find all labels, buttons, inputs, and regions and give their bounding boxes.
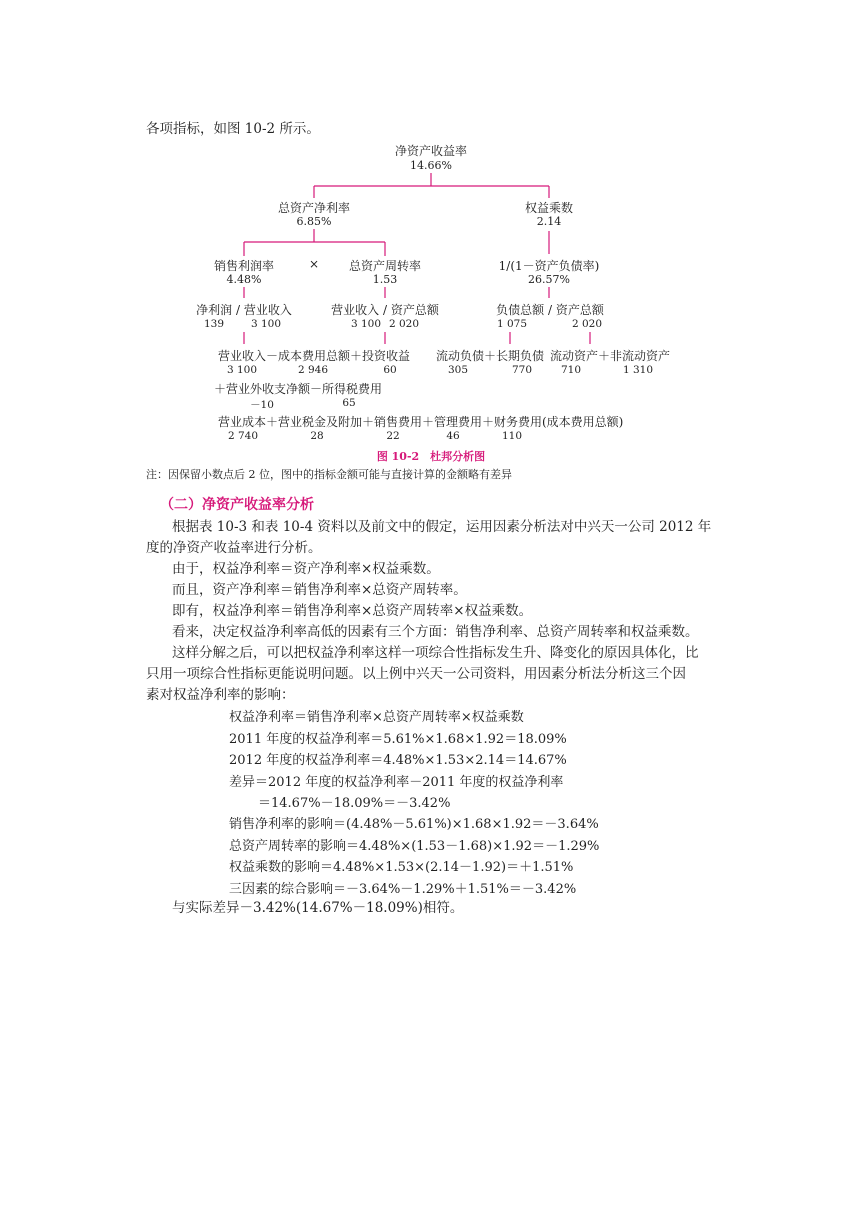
roa-value: 6.85% xyxy=(296,215,332,228)
tat-ratio-v1: 3 100 xyxy=(350,318,382,330)
cost-line-label: 营业成本＋营业税金及附加＋销售费用＋管理费用＋财务费用(成本费用总额) xyxy=(218,415,624,429)
asset-line-v1: 710 xyxy=(560,364,582,376)
paragraph-line: 度的净资产收益率进行分析。 xyxy=(146,540,322,556)
formula-line: 差异＝2012 年度的权益净利率－2011 年度的权益净利率 xyxy=(229,775,564,790)
other-line-v1: －10 xyxy=(250,399,274,411)
dupont-tree-lines xyxy=(0,0,860,470)
formula-line: 总资产周转率的影响＝4.48%×(1.53－1.68)×1.92＝－1.29% xyxy=(229,839,600,854)
other-line-v2: 65 xyxy=(342,397,356,409)
profit-line-v3: 60 xyxy=(383,364,397,376)
times-sign: × xyxy=(308,257,320,271)
profit-line-v2: 2 946 xyxy=(297,364,329,376)
debt-ratio-label: 负债总额 / 资产总额 xyxy=(496,303,604,317)
paragraph-line: 这样分解之后，可以把权益净利率这样一项综合性指标发生升、降变化的原因具体化，比 xyxy=(172,645,699,661)
paragraph-line: 即有，权益净利率＝销售净利率×总资产周转率×权益乘数。 xyxy=(172,603,533,619)
asset-line-label: 流动资产＋非流动资产 xyxy=(550,349,671,363)
tat-ratio-label: 营业收入 / 资产总额 xyxy=(331,303,439,317)
debt-line-v2: 770 xyxy=(511,364,533,376)
debt-line-v1: 305 xyxy=(447,364,469,376)
profit-line-v1: 3 100 xyxy=(226,364,258,376)
conclusion-text: 与实际差异－3.42%(14.67%－18.09%)相符。 xyxy=(172,900,464,916)
formula-line: 2012 年度的权益净利率＝4.48%×1.53×2.14＝14.67% xyxy=(229,753,567,768)
cost-line-v3: 22 xyxy=(386,430,400,442)
debt-ratio-v1: 1 075 xyxy=(496,318,528,330)
intro-text: 各项指标，如图 10-2 所示。 xyxy=(146,121,320,137)
formula-line: 销售净利率的影响＝(4.48%－5.61%)×1.68×1.92＝－3.64% xyxy=(229,817,599,832)
em-formula-value: 26.57% xyxy=(528,273,570,286)
other-line-label: ＋营业外收支净额－所得税费用 xyxy=(214,382,383,396)
formula-line: 权益净利率＝销售净利率×总资产周转率×权益乘数 xyxy=(229,710,524,725)
npm-label: 销售利润率 xyxy=(213,259,275,273)
roa-label: 总资产净利率 xyxy=(277,201,351,215)
profit-line-label: 营业收入－成本费用总额＋投资收益 xyxy=(218,349,411,363)
tat-value: 1.53 xyxy=(372,273,398,286)
em-label: 权益乘数 xyxy=(524,201,574,215)
npm-ratio-v1: 139 xyxy=(203,318,225,330)
npm-value: 4.48% xyxy=(226,273,262,286)
section-heading: （二）净资产收益率分析 xyxy=(160,497,314,513)
cost-line-v5: 110 xyxy=(501,430,523,442)
em-formula-label: 1/(1－资产负债率) xyxy=(498,259,600,273)
cost-line-v2: 28 xyxy=(310,430,324,442)
paragraph-line: 只用一项综合性指标更能说明问题。以上例中兴天一公司资料，用因素分析法分析这三个因 xyxy=(146,666,686,682)
em-value: 2.14 xyxy=(536,215,562,228)
paragraph-line: 由于，权益净利率＝资产净利率×权益乘数。 xyxy=(172,561,440,577)
paragraph-line: 素对权益净利率的影响： xyxy=(146,687,295,703)
figure-note: 注：因保留小数点后 2 位，图中的指标金额可能与直接计算的金额略有差异 xyxy=(146,468,512,481)
roe-value: 14.66% xyxy=(410,159,452,172)
paragraph-line: 根据表 10-3 和表 10-4 资料以及前文中的假定，运用因素分析法对中兴天一公司 2012 年 xyxy=(172,519,712,535)
paragraph-line: 而且，资产净利率＝销售净利率×总资产周转率。 xyxy=(172,582,467,598)
figure-caption: 图 10-2 杜邦分析图 xyxy=(376,450,486,463)
debt-ratio-v2: 2 020 xyxy=(571,318,603,330)
npm-ratio-label: 净利润 / 营业收入 xyxy=(196,303,292,317)
formula-line: 权益乘数的影响＝4.48%×1.53×(2.14－1.92)＝＋1.51% xyxy=(229,860,574,875)
formula-line: 2011 年度的权益净利率＝5.61%×1.68×1.92＝18.09% xyxy=(229,732,567,747)
npm-ratio-v2: 3 100 xyxy=(250,318,282,330)
tat-label: 总资产周转率 xyxy=(348,259,422,273)
asset-line-v2: 1 310 xyxy=(622,364,654,376)
debt-line-label: 流动负债＋长期负债 xyxy=(436,349,545,363)
tat-ratio-v2: 2 020 xyxy=(388,318,420,330)
roe-label: 净资产收益率 xyxy=(394,144,468,158)
formula-line: 三因素的综合影响＝－3.64%－1.29%＋1.51%＝－3.42% xyxy=(229,882,577,897)
cost-line-v4: 46 xyxy=(446,430,460,442)
cost-line-v1: 2 740 xyxy=(227,430,259,442)
formula-line: ＝14.67%－18.09%＝－3.42% xyxy=(258,796,451,811)
paragraph-line: 看来，决定权益净利率高低的因素有三个方面：销售净利率、总资产周转率和权益乘数。 xyxy=(172,624,699,640)
